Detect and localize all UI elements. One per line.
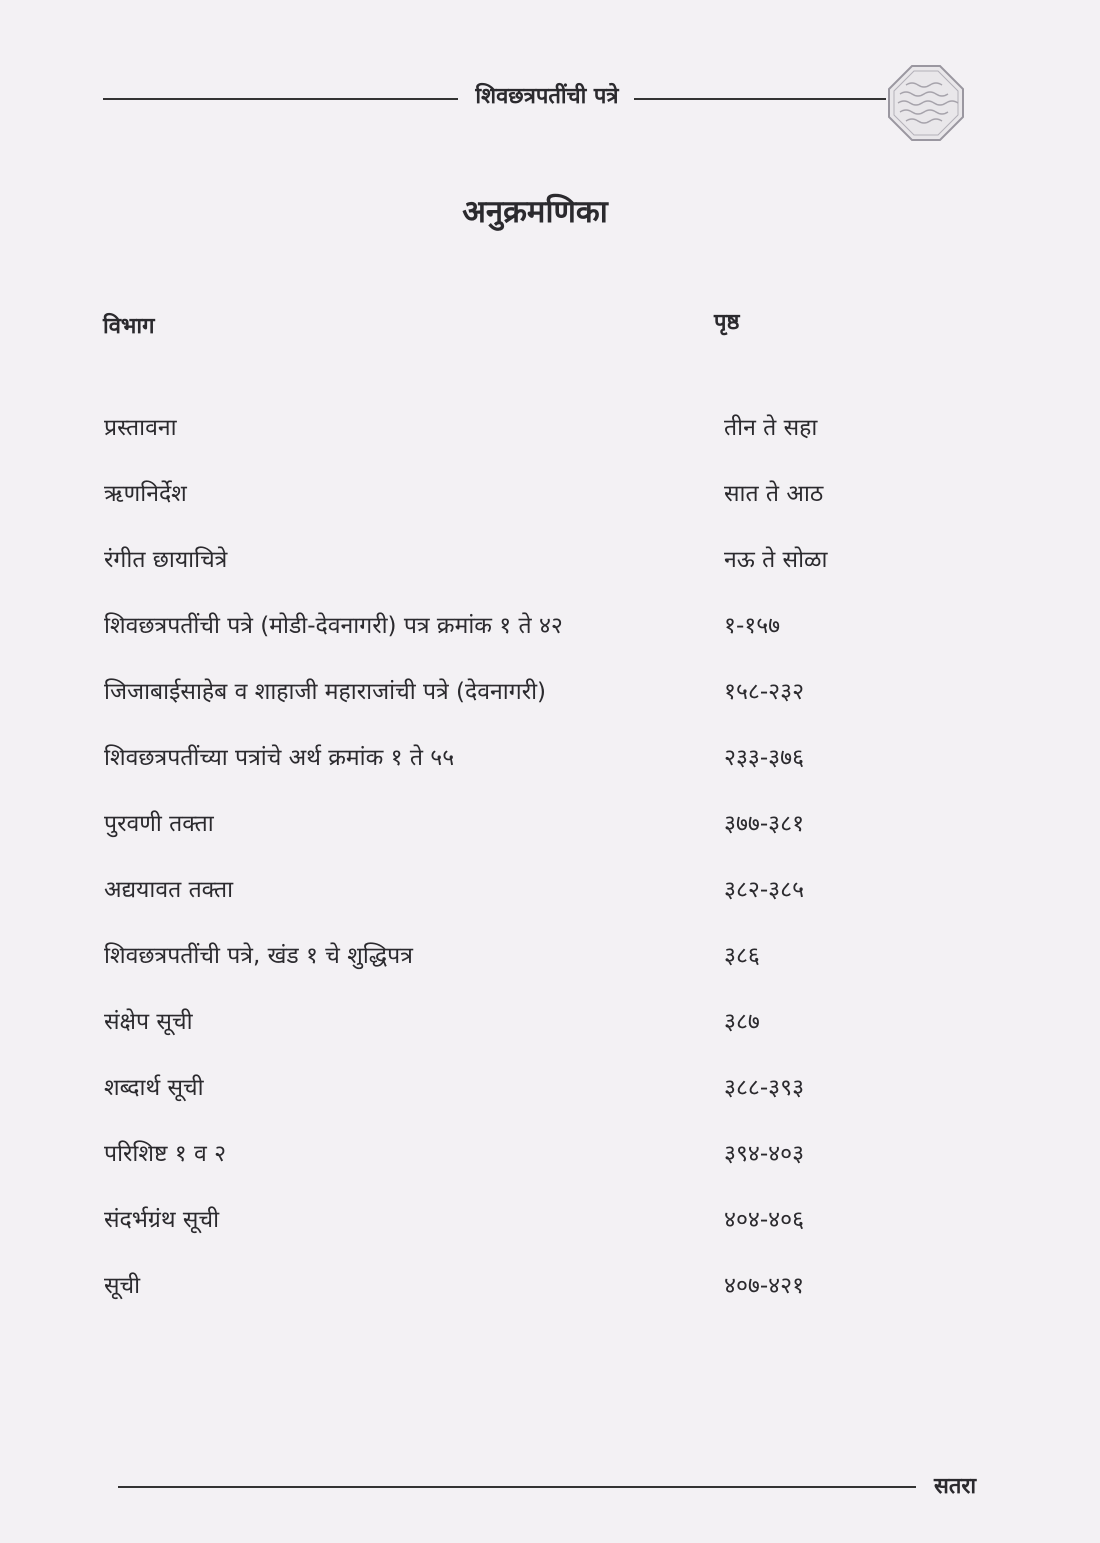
toc-entry-section: अद्ययावत तक्ता: [104, 877, 234, 903]
toc-entry-pages: १५८-२३२: [724, 679, 805, 705]
toc-entry[interactable]: [0, 740, 1100, 780]
toc-entry-section: शिवछत्रपतींची पत्रे (मोडी-देवनागरी) पत्र क्रमांक १ ते ४२: [104, 613, 563, 639]
toc-entry-section: जिजाबाईसाहेब व शाहाजी महाराजांची पत्रे (देवनागरी): [104, 679, 547, 705]
footer-rule: [118, 1486, 916, 1488]
toc-entry-section: संक्षेप सूची: [104, 1009, 193, 1035]
toc-entry-pages: १-१५७: [724, 613, 781, 639]
toc-entry-pages: ३९४-४०३: [724, 1141, 805, 1167]
toc-entry-pages: ३८२-३८५: [724, 877, 805, 903]
toc-entry-pages: ३८६: [724, 943, 760, 969]
toc-entry-section: शब्दार्थ सूची: [104, 1075, 204, 1101]
toc-entry-pages: ३८७: [724, 1009, 760, 1035]
toc-entry[interactable]: [0, 542, 1100, 582]
toc-entry-pages: तीन ते सहा: [724, 415, 818, 441]
toc-entry-pages: ३७७-३८१: [724, 811, 805, 837]
toc-entry-pages: ४०७-४२१: [724, 1273, 805, 1299]
toc-entry-pages: सात ते आठ: [724, 481, 824, 507]
toc-entry-section: संदर्भग्रंथ सूची: [104, 1207, 220, 1233]
toc-entry[interactable]: [0, 806, 1100, 846]
toc-entry-pages: ४०४-४०६: [724, 1207, 805, 1233]
toc-entry[interactable]: [0, 1070, 1100, 1110]
toc-entry[interactable]: [0, 1268, 1100, 1308]
toc-entry[interactable]: [0, 1004, 1100, 1044]
toc-entry-section: प्रस्तावना: [104, 415, 177, 441]
toc-entry[interactable]: [0, 872, 1100, 912]
toc-entry-section: रंगीत छायाचित्रे: [104, 547, 228, 573]
toc-entry[interactable]: [0, 476, 1100, 516]
toc-entry-section: परिशिष्ट १ व २: [104, 1141, 227, 1167]
toc-entry[interactable]: [0, 938, 1100, 978]
column-header-page: पृष्ठ: [714, 310, 740, 335]
column-header-section: विभाग: [103, 314, 155, 339]
toc-entry-pages: नऊ ते सोळा: [724, 547, 828, 573]
toc-entry[interactable]: [0, 410, 1100, 450]
toc-entry[interactable]: [0, 608, 1100, 648]
toc-entry-section: पुरवणी तक्ता: [104, 811, 214, 837]
toc-entry-section: सूची: [104, 1273, 141, 1299]
page-number: सतरा: [934, 1474, 977, 1499]
toc-entry-section: ऋणनिर्देश: [104, 481, 187, 507]
toc-entry-pages: २३३-३७६: [724, 745, 805, 771]
toc-entry-pages: ३८८-३९३: [724, 1075, 805, 1101]
toc-entry[interactable]: [0, 1202, 1100, 1242]
toc-entry[interactable]: [0, 1136, 1100, 1176]
toc-entry[interactable]: [0, 674, 1100, 714]
running-title: शिवछत्रपतींची पत्रे: [475, 84, 619, 109]
toc-entry-section: शिवछत्रपतींच्या पत्रांचे अर्थ क्रमांक १ ते ५५: [104, 745, 455, 771]
toc-entry-section: शिवछत्रपतींची पत्रे, खंड १ चे शुद्धिपत्र: [104, 943, 413, 969]
toc-title: अनुक्रमणिका: [462, 194, 608, 230]
